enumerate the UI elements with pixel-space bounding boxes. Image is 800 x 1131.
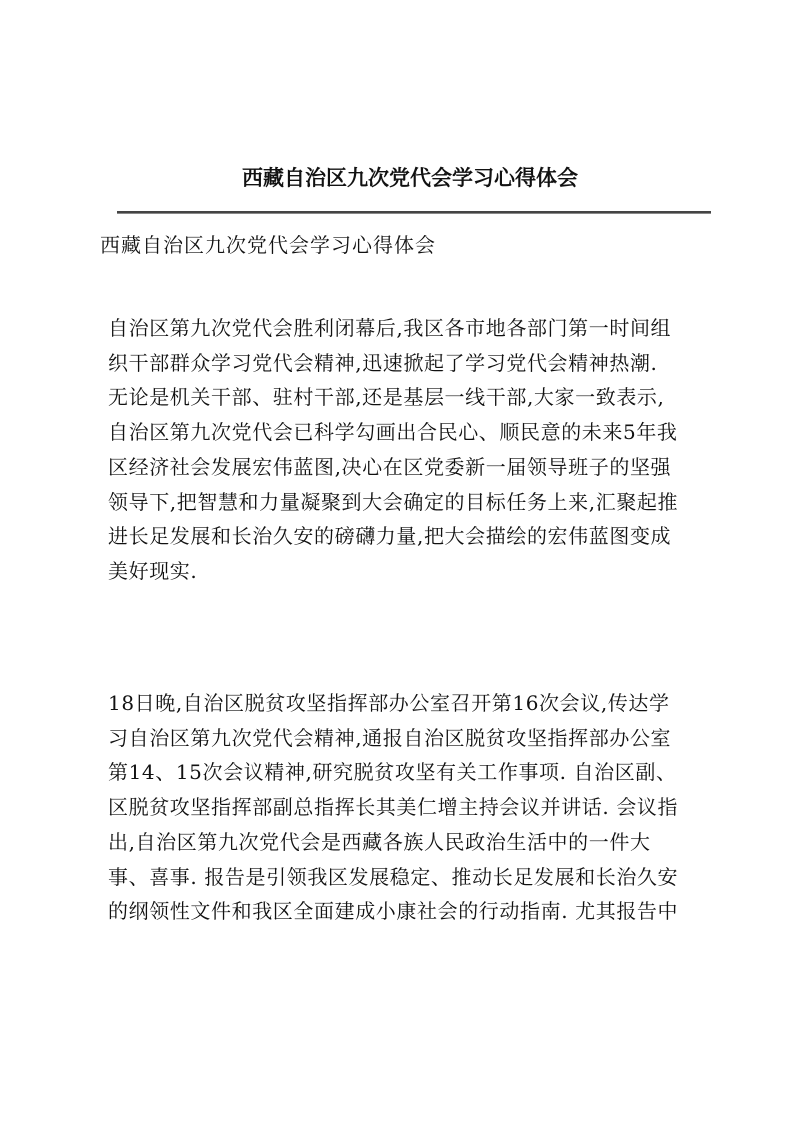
paragraph-line: 领导下,把智慧和力量凝聚到大会确定的目标任务上来,汇聚起推 <box>108 489 679 514</box>
paragraph-line: 无论是机关干部、驻村干部,还是基层一线干部,大家一致表示, <box>108 385 665 410</box>
document-subtitle: 西藏自治区九次党代会学习心得体会 <box>100 233 436 257</box>
paragraph-line: 18日晚,自治区脱贫攻坚指挥部办公室召开第16次会议,传达学 <box>108 691 670 715</box>
paragraph-line: 区经济社会发展宏伟蓝图,决心在区党委新一届领导班子的坚强 <box>108 454 672 479</box>
paragraph-line: 第14、15次会议精神,研究脱贫攻坚有关工作事项. 自治区副、 <box>108 760 677 785</box>
paragraph-line: 区脱贫攻坚指挥部副总指挥长其美仁增主持会议并讲话. 会议指 <box>108 795 679 820</box>
paragraph-line: 出,自治区第九次党代会是西藏各族人民政治生活中的一件大 <box>108 829 651 854</box>
paragraph-2 <box>108 686 728 929</box>
paragraph-line: 事、喜事. 报告是引领我区发展稳定、推动长足发展和长治久安 <box>108 864 679 889</box>
paragraph-line: 自治区第九次党代会已科学勾画出合民心、顺民意的未来5年我 <box>108 420 678 445</box>
document-title: 西藏自治区九次党代会学习心得体会 <box>242 165 578 190</box>
paragraph-line: 习自治区第九次党代会精神,通报自治区脱贫攻坚指挥部办公室 <box>108 725 672 750</box>
paragraph-1 <box>108 311 728 589</box>
paragraph-line: 自治区第九次党代会胜利闭幕后,我区各市地各部门第一时间组 <box>108 316 672 340</box>
paragraph-line: 织干部群众学习党代会精神,迅速掀起了学习党代会精神热潮. <box>108 350 658 375</box>
paragraph-line: 进长足发展和长治久安的磅礴力量,把大会描绘的宏伟蓝图变成 <box>108 524 672 549</box>
paragraph-line: 的纲领性文件和我区全面建成小康社会的行动指南. 尤其报告中 <box>108 899 679 924</box>
title-divider <box>117 211 711 214</box>
paragraph-line: 美好现实. <box>108 558 198 583</box>
